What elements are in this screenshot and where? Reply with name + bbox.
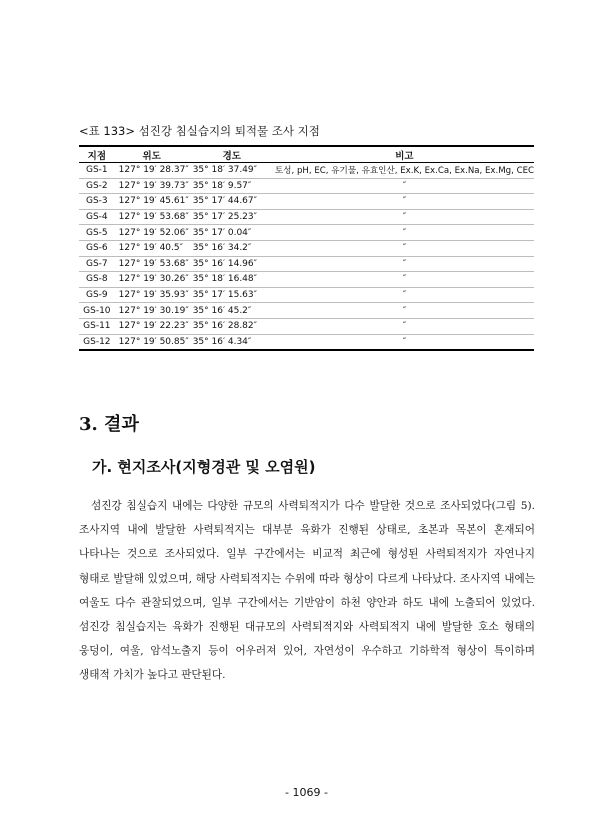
cell-remarks: 토성, pH, EC, 유기물, 유효인산, Ex.K, Ex.Ca, Ex.Na, Ex.Mg, CEC	[275, 163, 534, 179]
cell-longitude: 35° 16′ 4.34″	[189, 334, 275, 350]
table-header-row	[79, 146, 534, 163]
cell-longitude: 35° 18′ 9.57″	[189, 178, 275, 194]
table-row	[79, 318, 534, 334]
cell-remarks: ″	[275, 209, 534, 225]
cell-latitude: 127° 19′ 30.19″	[115, 303, 189, 319]
table-row	[79, 240, 534, 256]
cell-latitude: 127° 19′ 39.73″	[115, 178, 189, 194]
cell-site: GS-2	[79, 178, 115, 194]
cell-latitude: 127° 19′ 28.37″	[115, 163, 189, 179]
cell-site: GS-11	[79, 318, 115, 334]
cell-remarks: ″	[275, 272, 534, 288]
cell-site: GS-10	[79, 303, 115, 319]
cell-remarks: ″	[275, 287, 534, 303]
cell-latitude: 127° 19′ 30.26″	[115, 272, 189, 288]
table-row	[79, 163, 534, 179]
cell-site: GS-5	[79, 225, 115, 241]
cell-latitude: 127° 19′ 22.23″	[115, 318, 189, 334]
body-text	[79, 494, 535, 688]
cell-latitude: 127° 19′ 50.85″	[115, 334, 189, 350]
page-number: - 1069 -	[285, 786, 328, 799]
cell-remarks: ″	[275, 318, 534, 334]
table-row	[79, 287, 534, 303]
cell-remarks: ″	[275, 178, 534, 194]
cell-longitude: 35° 17′ 44.67″	[189, 194, 275, 210]
cell-site: GS-9	[79, 287, 115, 303]
cell-latitude: 127° 19′ 35.93″	[115, 287, 189, 303]
header-site: 지점	[79, 146, 115, 163]
cell-longitude: 35° 17′ 25.23″	[189, 209, 275, 225]
table-row	[79, 209, 534, 225]
cell-longitude: 35° 16′ 45.2″	[189, 303, 275, 319]
cell-remarks: ″	[275, 225, 534, 241]
cell-site: GS-4	[79, 209, 115, 225]
table-row	[79, 272, 534, 288]
cell-longitude: 35° 16′ 34.2″	[189, 240, 275, 256]
cell-longitude: 35° 18′ 37.49″	[189, 163, 275, 179]
cell-site: GS-12	[79, 334, 115, 350]
table-caption: <표 133> 섬진강 침실습지의 퇴적물 조사 지점	[79, 124, 320, 138]
cell-latitude: 127° 19′ 45.61″	[115, 194, 189, 210]
cell-longitude: 35° 17′ 0.04″	[189, 225, 275, 241]
header-remarks: 비고	[275, 146, 534, 163]
cell-site: GS-7	[79, 256, 115, 272]
sediment-sites-table	[79, 145, 534, 351]
cell-longitude: 35° 18′ 16.48″	[189, 272, 275, 288]
section-title: 3. 결과	[79, 414, 139, 435]
cell-site: GS-6	[79, 240, 115, 256]
cell-latitude: 127° 19′ 40.5″	[115, 240, 189, 256]
cell-site: GS-3	[79, 194, 115, 210]
table-row	[79, 225, 534, 241]
table-row	[79, 194, 534, 210]
cell-longitude: 35° 17′ 15.63″	[189, 287, 275, 303]
cell-longitude: 35° 16′ 14.96″	[189, 256, 275, 272]
table-row	[79, 256, 534, 272]
header-latitude: 위도	[115, 146, 189, 163]
cell-remarks: ″	[275, 303, 534, 319]
subsection-title: 가. 현지조사(지형경관 및 오염원)	[92, 458, 316, 476]
cell-remarks: ″	[275, 256, 534, 272]
header-longitude: 경도	[189, 146, 275, 163]
cell-latitude: 127° 19′ 52.06″	[115, 225, 189, 241]
cell-remarks: ″	[275, 334, 534, 350]
table-row	[79, 178, 534, 194]
cell-latitude: 127° 19′ 53.68″	[115, 209, 189, 225]
table-row	[79, 334, 534, 350]
cell-site: GS-1	[79, 163, 115, 179]
paragraph: 섬진강 침실습지 내에는 다양한 규모의 사력퇴적지가 다수 발달한 것으로 조사되었다(그림 5). 조사지역 내에 발달한 사력퇴적지는 대부분 육화가 진행된 상태로, 초본과 목본이 혼재되어 나타나는 것으로 조사되었다. 일부 구간에서는 비교적 최근에 형성된 사력퇴적지가 자연나지 형태로 발달해 있었으며, 해당 사력퇴적지는 수위에 따라 형상이 다르게 나타났다. 조사지역 내에는 여울도 다수 관찰되었으며, 일부 구간에서는 기반암이 하천 양안과 하도 내에 노출되어 있었다. 섬진강 침실습지는 육화가 진행된 대규모의 사력퇴적지와 사력퇴적지 내에 발달한 호소 형태의 웅덩이, 여울, 암석노출지 등이 어우러져 있어, 자연성이 우수하고 기하학적 형상이 특이하며 생태적 가치가 높다고 판단된다.	[79, 500, 535, 682]
cell-longitude: 35° 16′ 28.82″	[189, 318, 275, 334]
cell-site: GS-8	[79, 272, 115, 288]
cell-latitude: 127° 19′ 53.68″	[115, 256, 189, 272]
cell-remarks: ″	[275, 240, 534, 256]
cell-remarks: ″	[275, 194, 534, 210]
table-row	[79, 303, 534, 319]
